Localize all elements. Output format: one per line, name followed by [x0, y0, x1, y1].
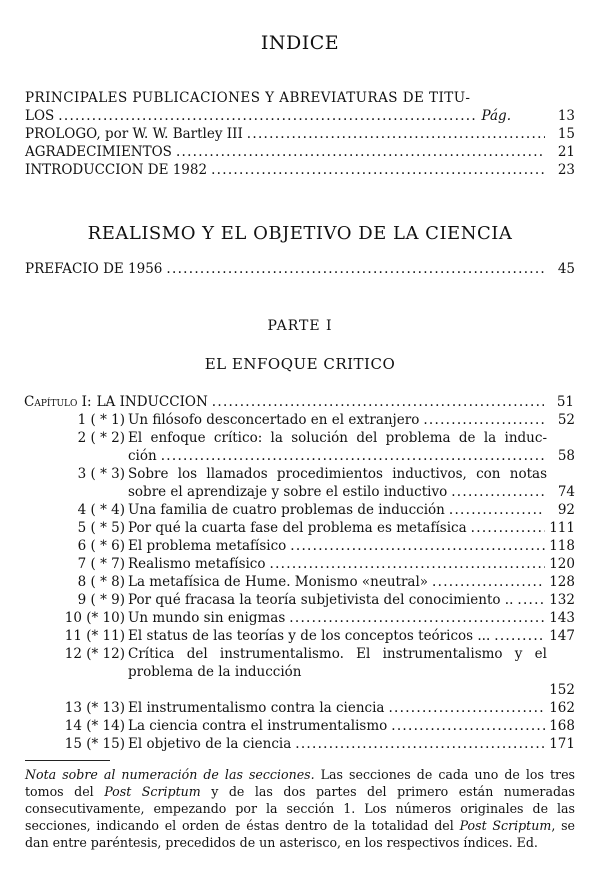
- toc-entry-text: AGRADECIMIENTOS: [25, 144, 172, 160]
- section-entry: [0, 645, 575, 663]
- toc-page-number: 147: [549, 628, 575, 644]
- section-number: 4 ( * 4): [77, 502, 125, 518]
- toc-page-number: 111: [549, 520, 575, 536]
- dot-leader: [494, 627, 545, 645]
- section-title: El objetivo de la ciencia: [128, 736, 292, 752]
- dot-leader: [432, 573, 545, 591]
- chapter-label: Capítulo I:: [24, 394, 92, 410]
- section-entry-continuation: [0, 483, 575, 501]
- toc-page-number: 92: [557, 502, 575, 518]
- toc-page-number: 51: [556, 394, 574, 410]
- toc-page-number: 118: [549, 538, 575, 554]
- toc-page-number: 21: [557, 144, 575, 160]
- toc-page-number: 132: [549, 592, 575, 608]
- section-entry: [0, 591, 575, 609]
- section-entry: [0, 573, 575, 591]
- dot-leader: [211, 161, 545, 179]
- section-number: 12 (* 12): [64, 646, 125, 662]
- section-entry: [0, 609, 575, 627]
- section-title: Un filósofo desconcertado en el extranjero: [128, 412, 420, 428]
- section-title: Por qué fracasa la teoría subjetivista del conocimiento ..: [128, 592, 514, 608]
- section-title: La metafísica de Hume. Monismo «neutral»: [128, 574, 429, 590]
- footnote-text: Las secciones de cada uno de los tres tomos del: [25, 767, 575, 799]
- dot-leader: [423, 411, 545, 429]
- dot-leader: [176, 143, 545, 161]
- section-entry: [0, 429, 575, 447]
- section-title: El problema metafísico: [128, 538, 287, 554]
- section-number: 11 (* 11): [64, 628, 125, 644]
- toc-page-number: 168: [549, 718, 575, 734]
- section-entry: [0, 717, 575, 735]
- toc-entry-prologo: [25, 125, 575, 143]
- parte-title: EL ENFOQUE CRITICO: [204, 355, 396, 373]
- toc-entry-agradecimientos: [25, 143, 575, 161]
- footnote-lead: Nota sobre al numeración de las secciones.: [25, 767, 315, 782]
- section-title: Sobre los llamados procedimientos inductivos, con notas: [128, 466, 547, 482]
- dot-leader: [449, 501, 545, 519]
- toc-page-number: 23: [557, 162, 575, 178]
- parte-label: PARTE I: [267, 318, 333, 334]
- dot-leader: [212, 393, 544, 411]
- volume-title: REALISMO Y EL OBJETIVO DE LA CIENCIA: [87, 223, 513, 244]
- section-entry-continuation: [0, 681, 575, 699]
- dot-leader: [451, 483, 545, 501]
- toc-page-number: 58: [557, 448, 575, 464]
- section-entry: [0, 465, 575, 483]
- dot-leader: [290, 537, 545, 555]
- section-entry: [0, 699, 575, 717]
- section-title: El instrumentalismo contra la ciencia: [128, 700, 385, 716]
- toc-page-number: 162: [549, 700, 575, 716]
- toc-page-number: 45: [557, 261, 575, 277]
- section-number: 13 (* 13): [64, 700, 125, 716]
- dot-leader: [247, 125, 545, 143]
- toc-entry-publicaciones-line2: [25, 107, 575, 125]
- section-entry: [0, 519, 575, 537]
- section-number: 1 ( * 1): [77, 412, 125, 428]
- toc-page-number: 13: [557, 108, 575, 124]
- dot-leader: [388, 699, 545, 717]
- section-entry-continuation: [0, 447, 575, 465]
- toc-page-number: 120: [549, 556, 575, 572]
- dot-leader: [166, 260, 545, 278]
- section-number: 9 ( * 9): [77, 592, 125, 608]
- section-number: 15 (* 15): [64, 736, 125, 752]
- section-title: Una familia de cuatro problemas de inducción: [128, 502, 445, 518]
- chapter-heading: [24, 393, 574, 411]
- toc-entry-text: LOS: [25, 108, 55, 124]
- section-title: Por qué la cuarta fase del problema es metafísica: [128, 520, 467, 536]
- toc-entry-text: PRINCIPALES PUBLICACIONES Y ABREVIATURAS DE TITU-: [25, 90, 471, 106]
- section-entry: [0, 735, 575, 753]
- toc-entry-text: INTRODUCCION DE 1982: [25, 162, 208, 178]
- footnote-title: Post Scriptum: [104, 784, 201, 799]
- dot-leader: [391, 717, 545, 735]
- footnote: [25, 766, 575, 851]
- pag-label: Pág.: [481, 108, 511, 124]
- section-entry: [0, 537, 575, 555]
- toc-entry-text: PROLOGO, por W. W. Bartley III: [25, 126, 243, 142]
- section-entry-continuation: [0, 663, 575, 681]
- toc-page-number: 74: [557, 484, 575, 500]
- page-title: INDICE: [260, 32, 340, 54]
- toc-page-number: 15: [557, 126, 575, 142]
- dot-leader: [161, 447, 545, 465]
- section-entry: [0, 411, 575, 429]
- toc-page-number: 128: [549, 574, 575, 590]
- toc-page-number: 152: [549, 682, 575, 698]
- section-number: 6 ( * 6): [77, 538, 125, 554]
- section-title: Un mundo sin enigmas: [128, 610, 286, 626]
- chapter-title: LA INDUCCION: [96, 394, 208, 410]
- section-number: 2 ( * 2): [77, 430, 125, 446]
- section-title: El enfoque crítico: la solución del problema de la induc-: [128, 430, 547, 446]
- section-number: 7 ( * 7): [77, 556, 125, 572]
- section-entry: [0, 627, 575, 645]
- section-title: problema de la inducción: [128, 664, 302, 680]
- section-title: ción: [128, 448, 157, 464]
- section-number: 3 ( * 3): [77, 466, 125, 482]
- toc-entry-introduccion: [25, 161, 575, 179]
- dot-leader: [517, 591, 545, 609]
- dot-leader: [270, 555, 546, 573]
- section-title: sobre el aprendizaje y sobre el estilo inductivo: [128, 484, 448, 500]
- footnote-text: , se dan entre paréntesis, precedidos de un asterisco, en los respectivos índices. Ed.: [25, 818, 575, 850]
- section-title: El status de las teorías y de los conceptos teóricos ...: [128, 628, 491, 644]
- section-number: 5 ( * 5): [77, 520, 125, 536]
- section-number: 8 ( * 8): [77, 574, 125, 590]
- dot-leader: [295, 735, 545, 753]
- dot-leader: [289, 609, 545, 627]
- section-entry: [0, 555, 575, 573]
- toc-page-number: 143: [549, 610, 575, 626]
- section-number: 14 (* 14): [64, 718, 125, 734]
- section-entry: [0, 501, 575, 519]
- section-number: 10 (* 10): [64, 610, 125, 626]
- footnote-rule: [25, 760, 110, 761]
- footnote-title: Post Scriptum: [459, 818, 552, 833]
- toc-entry-prefacio: [25, 260, 575, 278]
- footnote-text: y de las dos partes del primero están numeradas consecutivamente, empezando por la sección 1. Los números originales de las secciones, indicando el orden de éstas dentro de la totalidad del: [25, 784, 575, 833]
- toc-entry-text: PREFACIO DE 1956: [25, 261, 163, 277]
- toc-entry-publicaciones-line1: [25, 89, 575, 107]
- toc-page-number: 52: [557, 412, 575, 428]
- toc-page-number: 171: [549, 736, 575, 752]
- section-title: Crítica del instrumentalismo. El instrumentalismo y el: [128, 646, 547, 662]
- dot-leader: [471, 519, 545, 537]
- dot-leader: [58, 107, 477, 125]
- section-title: Realismo metafísico: [128, 556, 266, 572]
- section-title: La ciencia contra el instrumentalismo: [128, 718, 388, 734]
